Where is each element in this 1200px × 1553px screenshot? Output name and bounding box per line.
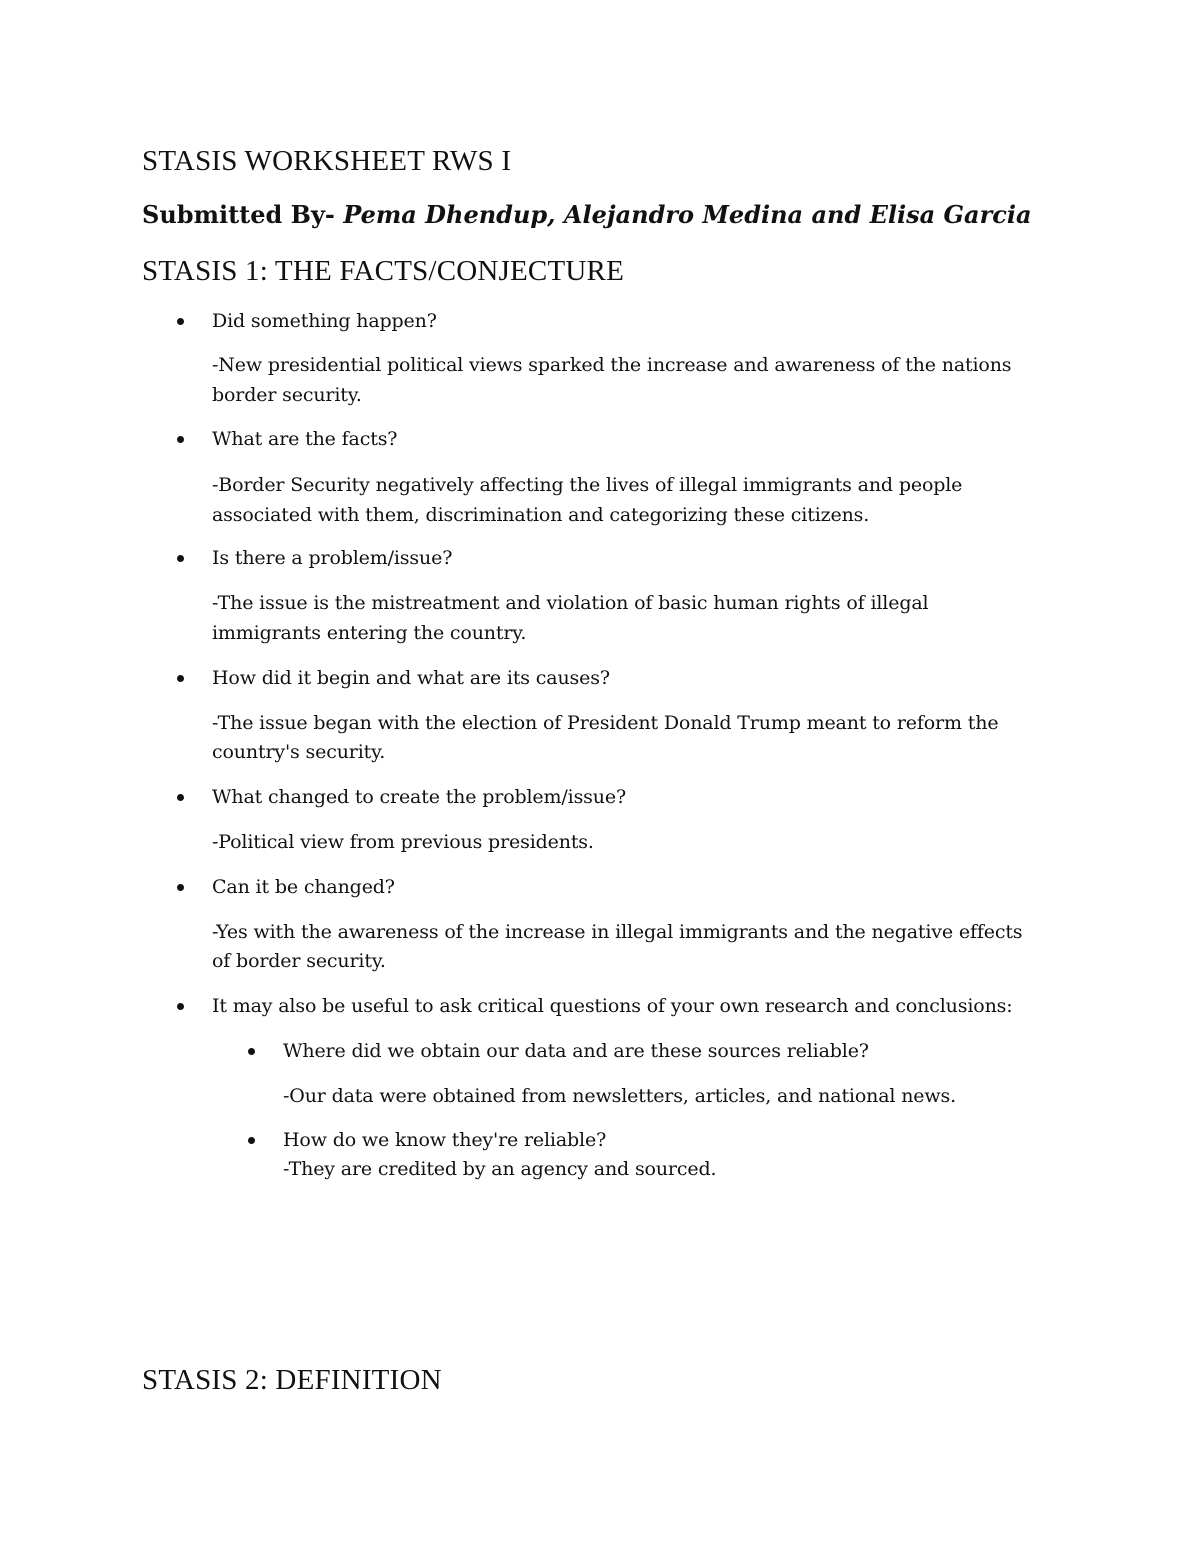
bullet-icon bbox=[248, 1137, 255, 1144]
bullet-icon bbox=[177, 555, 184, 562]
bullet-icon bbox=[177, 884, 184, 891]
bullet-icon bbox=[177, 436, 184, 443]
list-item-question: Is there a problem/issue? bbox=[212, 547, 453, 569]
sub-item-answer: -They are credited by an agency and sourced. bbox=[283, 1158, 717, 1180]
submitted-names: Pema Dhendup, Alejandro Medina and Elisa Garcia bbox=[343, 200, 1032, 229]
list-item-answer: -New presidential political views sparked the increase and awareness of the nations bbox=[212, 354, 1012, 376]
list-item-answer: -Political view from previous presidents. bbox=[212, 831, 594, 853]
list-item-question: What changed to create the problem/issue? bbox=[212, 786, 626, 808]
bullet-icon bbox=[177, 675, 184, 682]
bullet-icon bbox=[177, 794, 184, 801]
document-title: STASIS WORKSHEET RWS I bbox=[142, 145, 512, 177]
list-item-question: What are the facts? bbox=[212, 428, 398, 450]
list-item-answer: immigrants entering the country. bbox=[212, 622, 527, 644]
list-item-answer: -The issue is the mistreatment and violation of basic human rights of illegal bbox=[212, 592, 929, 614]
list-item-question: It may also be useful to ask critical questions of your own research and conclusions: bbox=[212, 995, 1013, 1017]
bullet-icon bbox=[248, 1048, 255, 1055]
submitted-label: Submitted By- bbox=[142, 200, 335, 229]
list-item-answer: border security. bbox=[212, 384, 362, 406]
bullet-icon bbox=[177, 1003, 184, 1010]
list-item-question: How did it begin and what are its causes? bbox=[212, 667, 610, 689]
stasis-1-heading: STASIS 1: THE FACTS/CONJECTURE bbox=[142, 255, 624, 287]
list-item-answer: associated with them, discrimination and categorizing these citizens. bbox=[212, 504, 870, 526]
list-item-answer: -Border Security negatively affecting the lives of illegal immigrants and people bbox=[212, 474, 963, 496]
sub-item-question: Where did we obtain our data and are these sources reliable? bbox=[283, 1040, 869, 1062]
list-item-question: Did something happen? bbox=[212, 310, 437, 332]
list-item-answer: of border security. bbox=[212, 950, 386, 972]
list-item-question: Can it be changed? bbox=[212, 876, 395, 898]
submitted-by bbox=[142, 199, 1032, 230]
sub-item-question: How do we know they're reliable? bbox=[283, 1129, 607, 1151]
stasis-2-heading: STASIS 2: DEFINITION bbox=[142, 1364, 442, 1396]
list-item-answer: -The issue began with the election of President Donald Trump meant to reform the bbox=[212, 712, 999, 734]
list-item-answer: country's security. bbox=[212, 741, 386, 763]
sub-item-answer: -Our data were obtained from newsletters, articles, and national news. bbox=[283, 1085, 957, 1107]
list-item-answer: -Yes with the awareness of the increase in illegal immigrants and the negative effects bbox=[212, 921, 1023, 943]
bullet-icon bbox=[177, 318, 184, 325]
